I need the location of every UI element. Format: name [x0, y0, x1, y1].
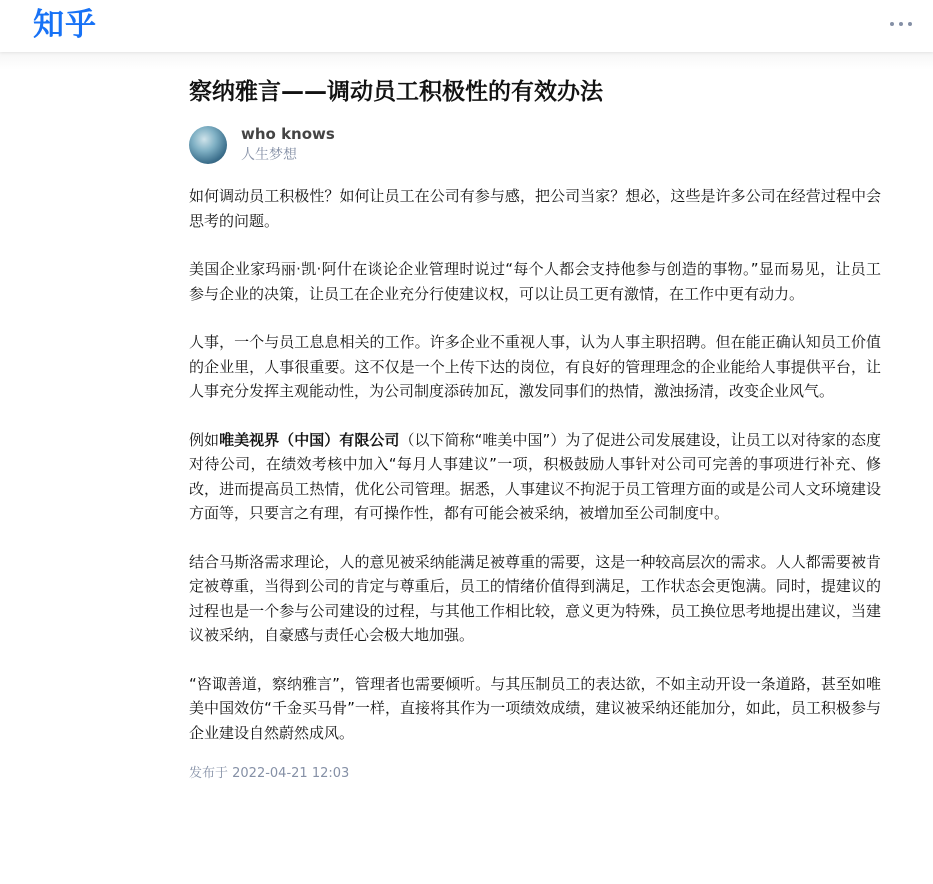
more-horizontal-icon-dot	[899, 22, 903, 26]
author-info	[189, 124, 881, 184]
publish-time: 发布于 2022-04-21 12:03	[189, 766, 350, 781]
company-name: 唯美视界（中国）有限公司	[219, 430, 400, 449]
author-name[interactable]: who knows	[241, 125, 335, 143]
zhihu-logo[interactable]: 知乎	[33, 7, 97, 43]
paragraph-6: “咨诹善道，察纳雅言”，管理者也需要倾听。与其压制员工的表达欲，不如主动开设一条道路，甚至如唯美中国效仿“千金买马骨”一样，直接将其作为一项绩效成绩，建议被采纳还能加分，如此，员工积极参与企业建设自然蔚然成风。	[189, 674, 881, 742]
paragraph-5: 结合马斯洛需求理论，人的意见被采纳能满足被尊重的需要，这是一种较高层次的需求。人人都需要被肯定被尊重，当得到公司的肯定与尊重后，员工的情绪价值得到满足，工作状态会更饱满。同时，提建议的过程也是一个参与公司建设的过程，与其他工作相比较，意义更为特殊，员工换位思考地提出建议，当建议被采纳，自豪感与责任心会极大地加强。	[189, 552, 881, 644]
more-horizontal-icon-dot	[890, 22, 894, 26]
paragraph-3: 人事，一个与员工息息相关的工作。许多企业不重视人事，认为人事主职招聘。但在能正确认知员工价值的企业里，人事很重要。这不仅是一个上传下达的岗位，有良好的管理理念的企业能给人事提供平台，让人事充分发挥主观能动性，为公司制度添砖加瓦，激发同事们的热情，激浊扬清，改变企业风气。	[189, 333, 881, 400]
article-title: 察纳雅言——调动员工积极性的有效办法	[189, 79, 603, 105]
paragraph-2: 美国企业家玛丽·凯·阿什在谈论企业管理时说过“每个人都会支持他参与创造的事物。”显而易见，让员工参与企业的决策，让员工在企业充分行使建议权，可以让员工更有激情，在工作中更有动力。	[189, 260, 881, 303]
article-content	[189, 184, 881, 745]
more-options-button[interactable]	[888, 16, 914, 32]
top-bar	[0, 0, 933, 52]
paragraph-4-body: （以下简称“唯美中国”）为了促进公司发展建设，让员工以对待家的态度对待公司，在绩效考核中加入“每月人事建议”一项，积极鼓励人事针对公司可完善的事项进行补充、修改，进而提高员工热情，优化公司管理。据悉，人事建议不拘泥于员工管理方面的或是公司人文环境建设方面等，只要言之有理，有可操作性，都有可能会被采纳，被增加至公司制度中。	[189, 430, 881, 522]
paragraph-4	[189, 428, 881, 526]
author-bio: 人生梦想	[241, 147, 297, 163]
more-horizontal-icon-dot	[908, 22, 912, 26]
header-divider	[0, 52, 933, 70]
paragraph-1: 如何调动员工积极性？如何让员工在公司有参与感，把公司当家？想必，这些是许多公司在经营过程中会思考的问题。	[189, 187, 881, 230]
article	[189, 70, 881, 783]
author-avatar[interactable]	[189, 126, 227, 164]
paragraph-4-lead: 例如	[189, 430, 220, 449]
